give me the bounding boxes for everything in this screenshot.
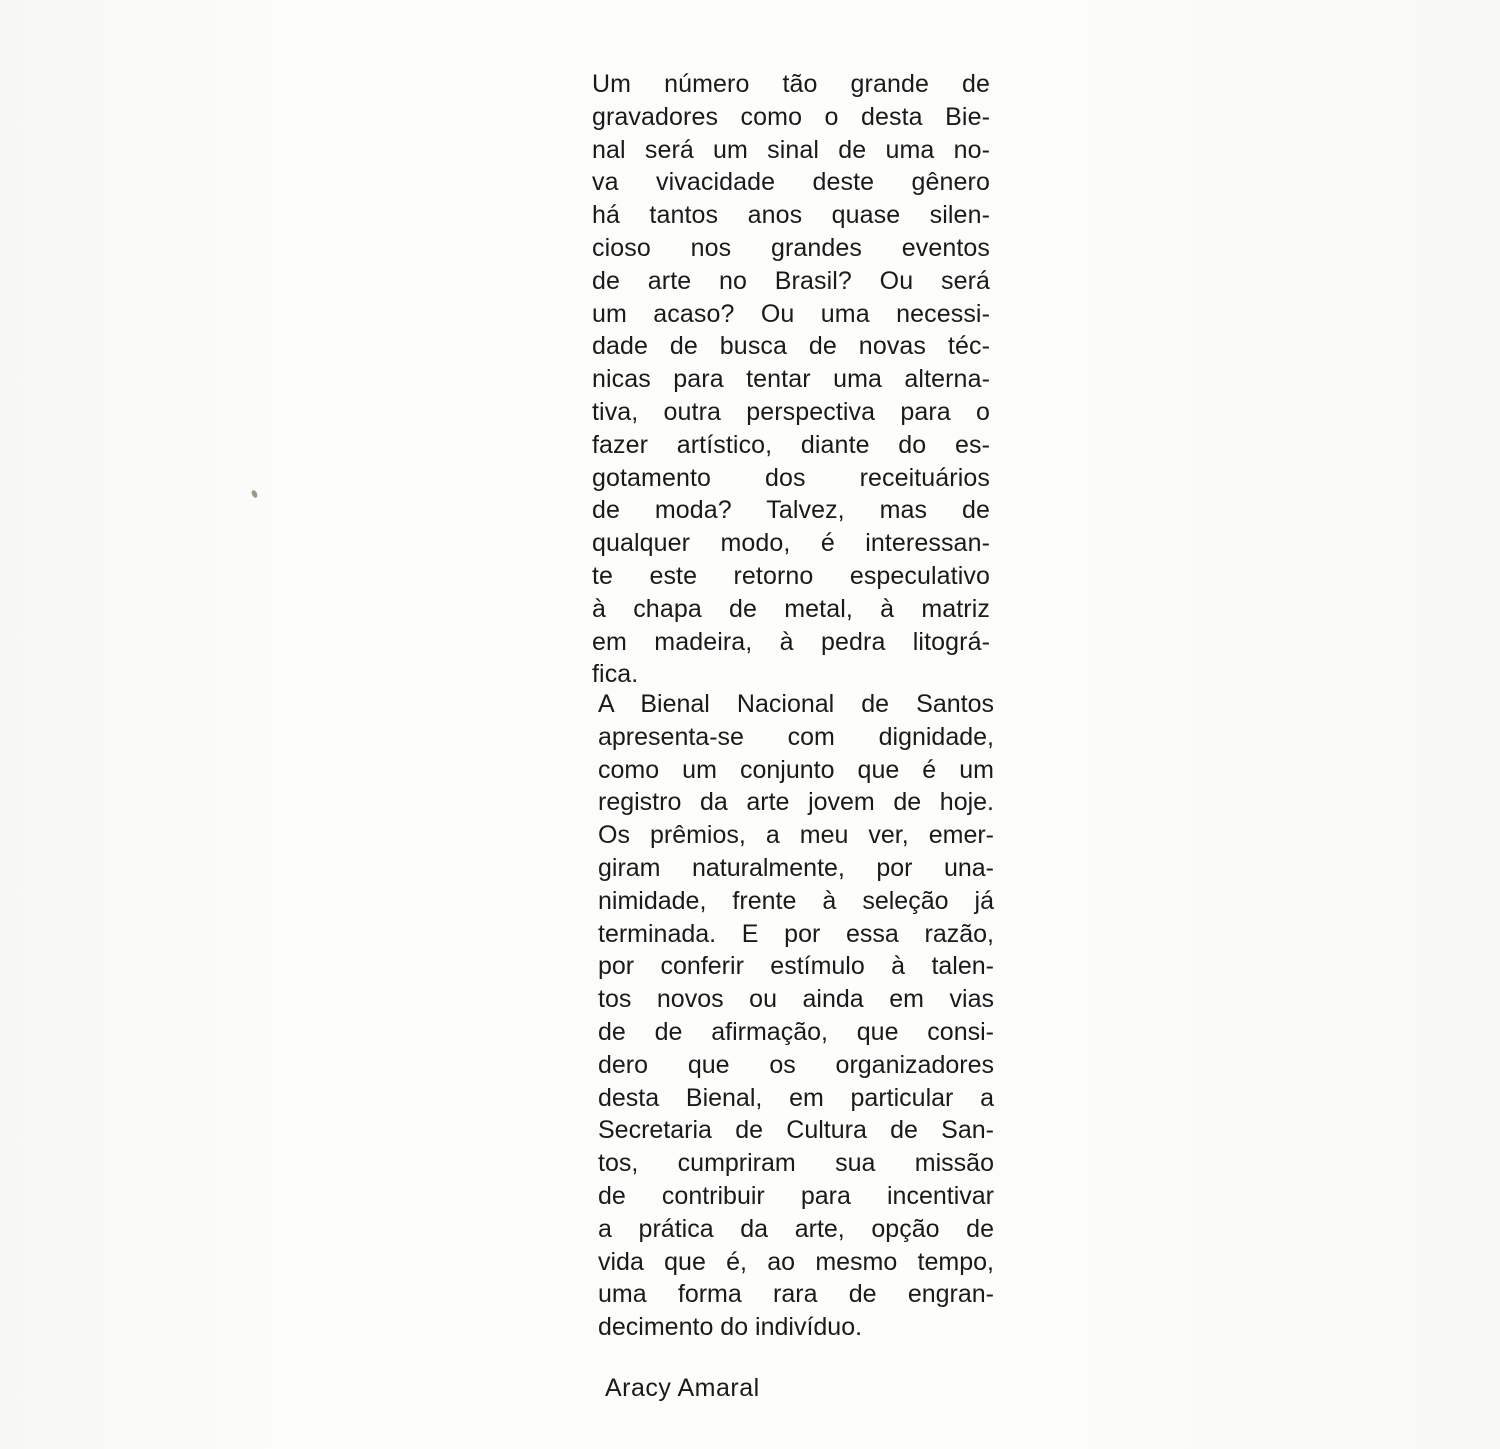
text-line: nimidade, frente à seleção já <box>598 886 994 915</box>
text-line: tos, cumpriram sua missão <box>598 1149 994 1178</box>
paper-speck <box>251 489 259 498</box>
text-line: de moda? Talvez, mas de <box>592 496 990 525</box>
text-line: a prática da arte, opção de <box>598 1214 994 1243</box>
text-line: à chapa de metal, à matriz <box>592 594 990 623</box>
text-line: A Bienal Nacional de Santos <box>598 690 994 718</box>
text-line: uma forma rara de engran- <box>598 1280 994 1309</box>
author-signature: Aracy Amaral <box>605 1374 760 1402</box>
text-line: gotamento dos receituários <box>592 463 990 492</box>
text-line: tiva, outra perspectiva para o <box>592 397 990 426</box>
text-line: Secretaria de Cultura de San- <box>598 1116 994 1145</box>
text-line: desta Bienal, em particular a <box>598 1083 994 1112</box>
text-line: como um conjunto que é um <box>598 755 994 784</box>
text-line: fica. <box>592 660 639 689</box>
text-line: gravadores como o desta Bie- <box>592 102 990 131</box>
text-line: Um número tão grande de <box>592 70 990 98</box>
text-line: terminada. E por essa razão, <box>598 919 994 948</box>
text-line: um acaso? Ou uma necessi- <box>592 299 990 328</box>
text-line: fazer artístico, diante do es- <box>592 430 990 459</box>
text-line: qualquer modo, é interessan- <box>592 529 990 558</box>
text-line: dade de busca de novas téc- <box>592 332 990 361</box>
text-line: nal será um sinal de uma no- <box>592 135 990 164</box>
text-line: apresenta-se com dignidade, <box>598 722 994 751</box>
text-line: há tantos anos quase silen- <box>592 201 990 230</box>
text-line: decimento do indivíduo. <box>598 1313 863 1342</box>
text-line: registro da arte jovem de hoje. <box>598 788 994 817</box>
text-line: Os prêmios, a meu ver, emer- <box>598 821 994 850</box>
text-line: em madeira, à pedra litográ- <box>592 627 990 656</box>
text-line: de arte no Brasil? Ou será <box>592 266 990 295</box>
text-line: por conferir estímulo à talen- <box>598 952 994 981</box>
text-line: tos novos ou ainda em vias <box>598 985 994 1014</box>
text-line: de contribuir para incentivar <box>598 1181 994 1210</box>
text-line: dero que os organizadores <box>598 1050 994 1079</box>
text-line: vida que é, ao mesmo tempo, <box>598 1247 994 1276</box>
paragraph-2 <box>598 688 994 1344</box>
text-line: te este retorno especulativo <box>592 561 990 590</box>
text-line: nicas para tentar uma alterna- <box>592 365 990 394</box>
text-line: cioso nos grandes eventos <box>592 233 990 262</box>
text-line: de de afirmação, que consi- <box>598 1017 994 1046</box>
paragraph-1 <box>592 68 990 691</box>
text-line: giram naturalmente, por una- <box>598 853 994 882</box>
text-line: va vivacidade deste gênero <box>592 168 990 197</box>
